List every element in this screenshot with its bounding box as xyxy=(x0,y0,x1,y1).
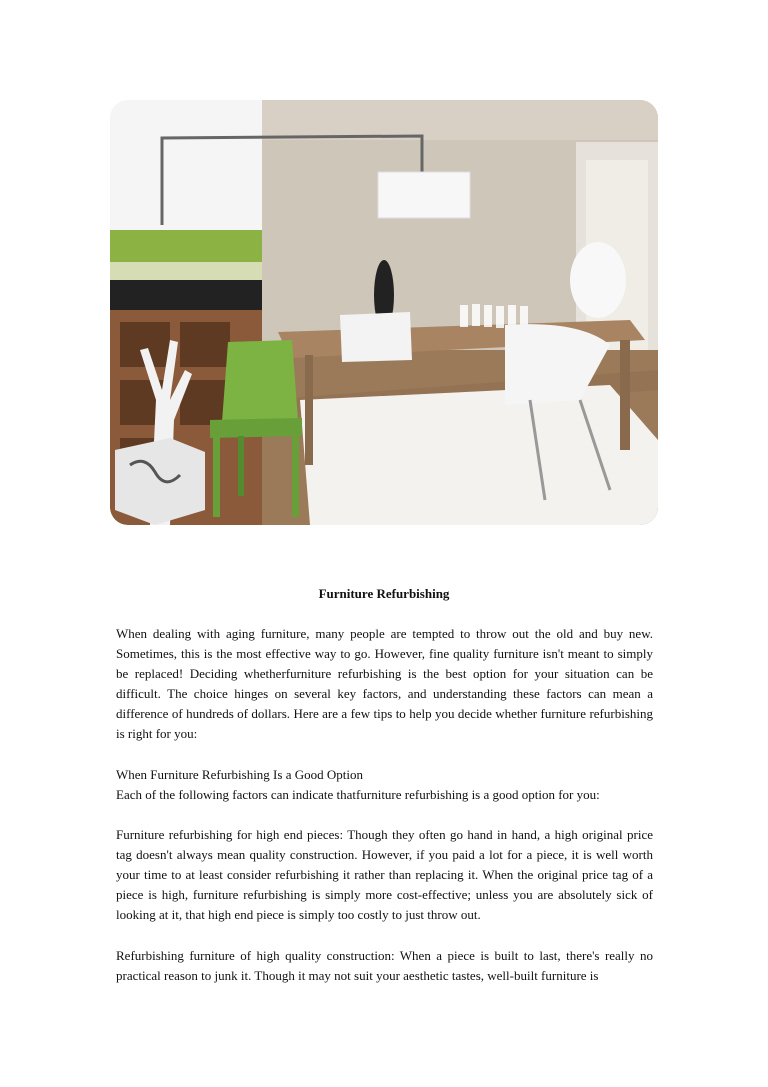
moodboard-illustration xyxy=(110,100,658,525)
section-lead: Each of the following factors can indicate thatfurniture refurbishing is a good option for you: xyxy=(116,787,600,803)
document-title: Furniture Refurbishing xyxy=(318,586,450,601)
high-end-paragraph: Furniture refurbishing for high end pieces: Though they often go hand in hand, a high original price tag doesn't always mean quality construction. However, if you paid a lot for a piece, it is well worth your time to at least consider refurbishing it rather than replacing it. When the original price tag of a piece is high, furniture refurbishing is simply more cost-effective; unless you are absolutely sick of looking at it, that high end piece is simply too costly to just throw out. xyxy=(116,827,653,923)
quality-construction-paragraph: Refurbishing furniture of high quality construction: When a piece is built to last, there's really no practical reason to junk it. Though it may not suit your aesthetic tastes, well-built furniture is xyxy=(116,948,653,984)
section-heading: When Furniture Refurbishing Is a Good Option xyxy=(116,767,363,782)
hero-image xyxy=(110,100,658,525)
intro-paragraph: When dealing with aging furniture, many people are tempted to throw out the old and buy new. Sometimes, this is the most effective way to go. However, fine quality furniture isn't meant to simply be replaced! Deciding whetherfurniture refurbishing is the best option for your situation can be difficult. The choice hinges on several key factors, and understanding these factors can mean a difference of hundreds of dollars. Here are a few tips to help you decide whether furniture refurbishing is right for you: xyxy=(116,626,653,742)
section xyxy=(116,765,653,805)
